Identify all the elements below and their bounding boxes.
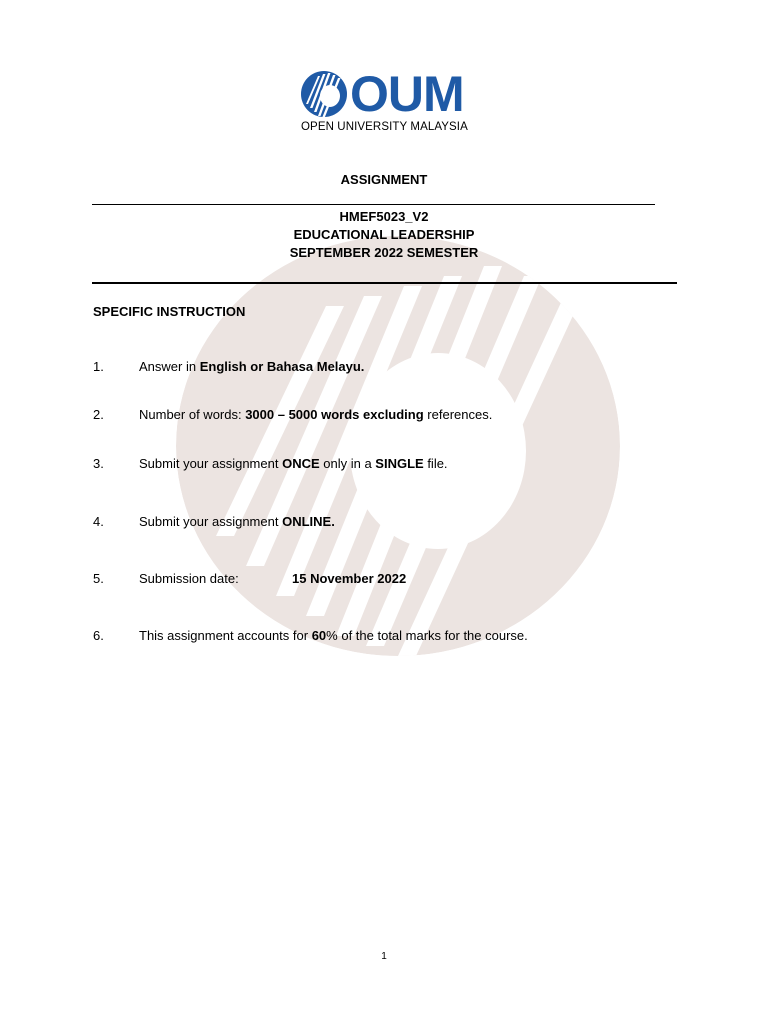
oum-logo-icon	[300, 70, 348, 118]
oum-logo	[300, 66, 472, 136]
list-item-number: 6.	[93, 628, 104, 643]
list-item-emphasis: 3000 – 5000 words excluding	[245, 407, 424, 422]
list-item-segment: references.	[423, 407, 493, 422]
list-item-number: 4.	[93, 514, 104, 529]
document-title: ASSIGNMENT	[340, 172, 428, 187]
list-item-text	[139, 514, 335, 530]
list-item-number: 1.	[93, 359, 104, 374]
list-item-emphasis: SINGLE	[375, 456, 424, 471]
list-item-emphasis: 60	[311, 628, 327, 643]
list-item-text	[139, 456, 448, 472]
course-name: EDUCATIONAL LEADERSHIP	[293, 227, 475, 242]
section-title: SPECIFIC INSTRUCTION	[93, 304, 246, 319]
divider-thin	[92, 204, 655, 205]
course-code: HMEF5023_V2	[339, 209, 429, 224]
list-item-segment: Answer in	[139, 359, 200, 374]
page-number: 1	[381, 951, 387, 962]
oum-watermark-icon	[176, 236, 620, 656]
divider-thick	[92, 282, 677, 284]
list-item-emphasis: English or Bahasa Melayu.	[199, 359, 365, 374]
list-item-number: 3.	[93, 456, 104, 471]
list-item-emphasis: ONLINE.	[282, 514, 335, 529]
list-item-number: 2.	[93, 407, 104, 422]
logo-subtitle: OPEN UNIVERSITY MALAYSIA	[301, 121, 468, 133]
semester: SEPTEMBER 2022 SEMESTER	[289, 245, 479, 260]
logo-wordmark: OUM	[350, 66, 464, 122]
submission-date-value: 15 November 2022	[292, 571, 407, 586]
list-item-segment: Submit your assignment	[139, 456, 283, 471]
list-item-segment: Number of words:	[139, 407, 246, 422]
list-item-segment: % of the total marks for the course.	[326, 628, 528, 643]
submission-date-label: Submission date:	[139, 571, 239, 586]
list-item-text	[139, 359, 364, 375]
list-item-segment: file.	[423, 456, 448, 471]
list-item-emphasis: ONCE	[282, 456, 320, 471]
list-item-segment: This assignment accounts for	[139, 628, 312, 643]
list-item-segment: Submit your assignment	[139, 514, 283, 529]
list-item-text	[139, 407, 492, 423]
list-item-number: 5.	[93, 571, 104, 586]
list-item-text	[139, 628, 528, 644]
list-item-segment: only in a	[319, 456, 376, 471]
